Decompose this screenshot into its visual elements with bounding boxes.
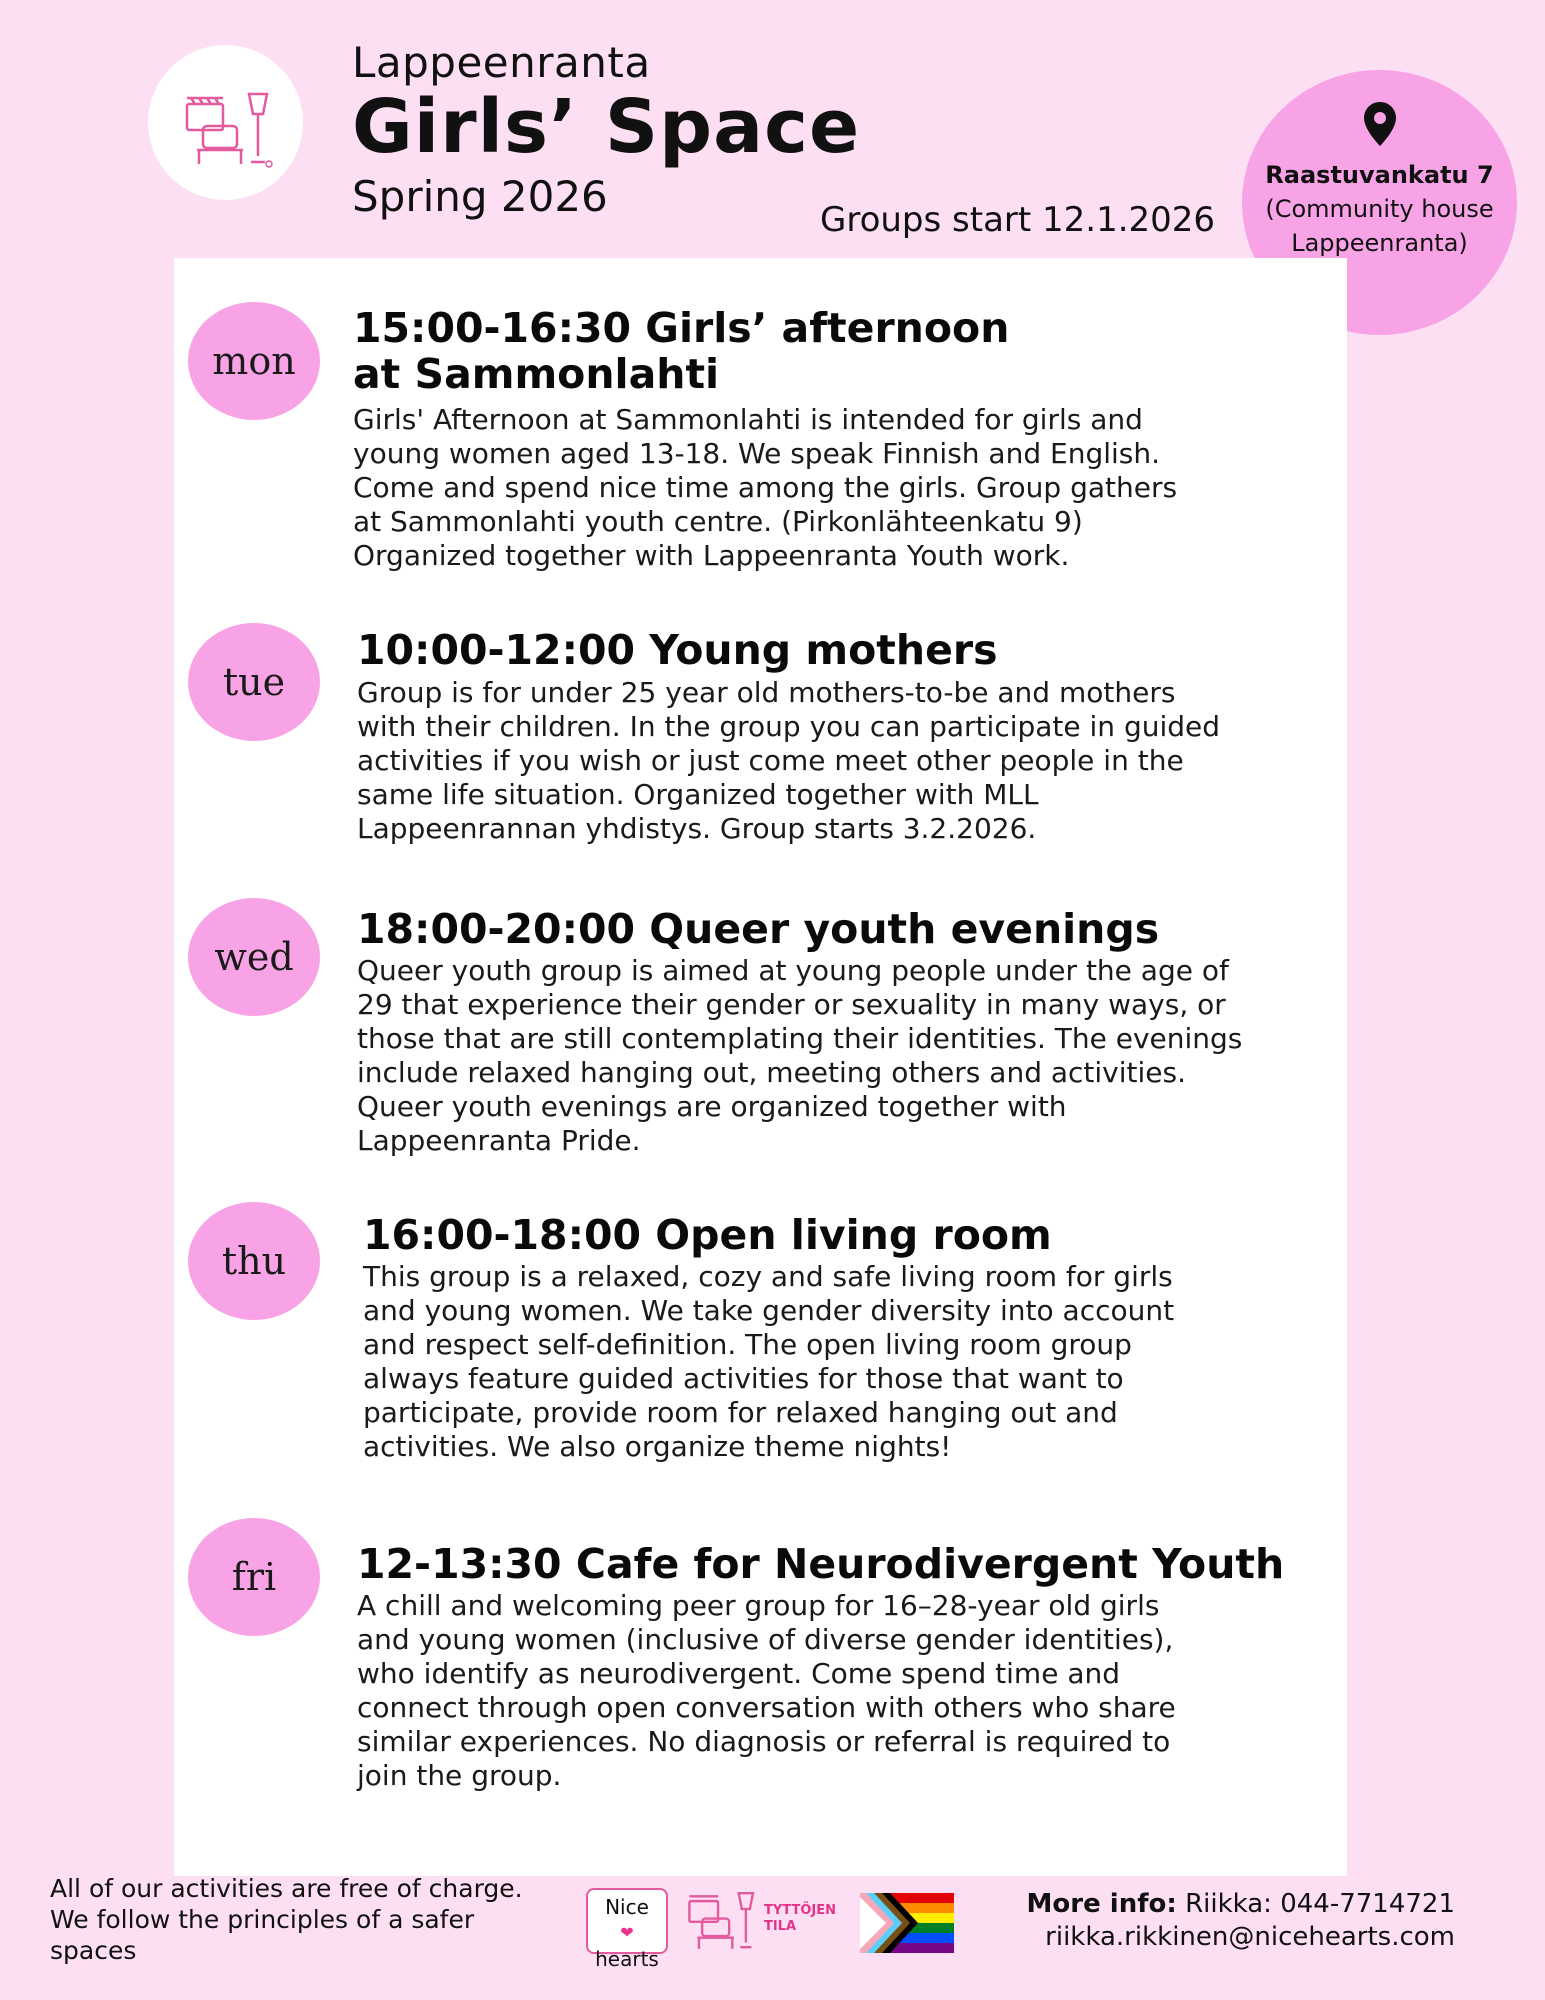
footer-notice-line: All of our activities are free of charge. — [50, 1874, 523, 1903]
day-badge-thu: thu — [188, 1202, 320, 1320]
event-title-mon — [353, 305, 1009, 397]
event-title-tue — [357, 627, 998, 673]
description-line: those that are still contemplating their identities. The evenings — [357, 1022, 1243, 1055]
tyttojen-tila-line: TYTTÖJEN — [764, 1903, 836, 1918]
description-line: include relaxed hanging out, meeting others and activities. — [357, 1056, 1186, 1089]
description-line: and young women (inclusive of diverse gender identities), — [357, 1623, 1174, 1656]
description-line: and young women. We take gender diversity into account — [363, 1294, 1175, 1327]
event-title-line: 16:00-18:00 Open living room — [363, 1211, 1052, 1259]
nicehearts-logo-text: hearts — [595, 1947, 659, 1971]
footer-notice-line: spaces — [50, 1936, 137, 1965]
description-line: with their children. In the group you can participate in guided — [357, 710, 1221, 743]
description-line: Girls' Afternoon at Sammonlahti is intended for girls and — [353, 403, 1143, 436]
event-description-tue — [357, 676, 1357, 846]
description-line: Organized together with Lappeenranta Youth work. — [353, 539, 1070, 572]
footer-notice — [50, 1873, 590, 1966]
description-line: Queer youth evenings are organized together with — [357, 1090, 1067, 1123]
description-line: A chill and welcoming peer group for 16–28-year old girls — [357, 1589, 1160, 1622]
header-season: Spring 2026 — [352, 172, 608, 221]
event-title-line: at Sammonlahti — [353, 350, 720, 398]
tyttojen-tila-logo-icon — [686, 1890, 758, 1952]
heart-icon: ❤ — [620, 1923, 634, 1942]
event-description-mon — [353, 403, 1353, 573]
address-line-2: (Community house — [1265, 195, 1494, 223]
girls-space-logo — [148, 45, 303, 200]
event-title-fri — [357, 1541, 1284, 1587]
description-line: join the group. — [357, 1759, 562, 1792]
description-line: who identify as neurodivergent. Come spend time and — [357, 1657, 1121, 1690]
page-title: Girls’ Space — [352, 84, 861, 170]
description-line: Lappeenrannan yhdistys. Group starts 3.2.2026. — [357, 812, 1037, 845]
nicehearts-logo-text: Nice — [605, 1895, 649, 1919]
description-line: participate, provide room for relaxed hanging out and — [363, 1396, 1118, 1429]
description-line: Queer youth group is aimed at young people under the age of — [357, 954, 1229, 987]
description-line: activities if you wish or just come meet other people in the — [357, 744, 1184, 777]
contact-phone: Riikka: 044-7714721 — [1185, 1889, 1455, 1919]
day-badge-tue: tue — [188, 623, 320, 741]
tyttojen-tila-line: TILA — [764, 1919, 797, 1934]
location-pin-icon — [1361, 100, 1399, 148]
footer-notice-line: We follow the principles of a safer — [50, 1905, 475, 1934]
description-line: similar experiences. No diagnosis or referral is required to — [357, 1725, 1171, 1758]
description-line: activities. We also organize theme nights! — [363, 1430, 952, 1463]
contact-email: riikka.rikkinen@nicehearts.com — [1045, 1922, 1455, 1952]
event-description-fri — [357, 1589, 1357, 1793]
event-title-line: 15:00-16:30 Girls’ afternoon — [353, 304, 1010, 352]
event-title-thu — [363, 1212, 1052, 1258]
day-badge-wed: wed — [188, 898, 320, 1016]
event-title-line: 12-13:30 Cafe for Neurodivergent Youth — [357, 1540, 1285, 1588]
address-line-3: Lappeenranta) — [1291, 229, 1468, 257]
day-badge-fri: fri — [188, 1518, 320, 1636]
more-info-label: More info: — [1026, 1889, 1177, 1919]
nicehearts-logo — [586, 1888, 668, 1971]
description-line: connect through open conversation with others who share — [357, 1691, 1176, 1724]
description-line: Come and spend nice time among the girls. Group gathers — [353, 471, 1178, 504]
progress-pride-flag-icon — [860, 1893, 954, 1953]
header-city: Lappeenranta — [352, 38, 651, 87]
contact-info — [1027, 1888, 1455, 1954]
address-street: Raastuvankatu 7 — [1265, 161, 1494, 189]
event-title-wed — [357, 906, 1159, 952]
event-description-wed — [357, 954, 1367, 1158]
description-line: This group is a relaxed, cozy and safe living room for girls — [363, 1260, 1173, 1293]
description-line: same life situation. Organized together with MLL — [357, 778, 1039, 811]
day-badge-mon: mon — [188, 302, 320, 420]
description-line: 29 that experience their gender or sexuality in many ways, or — [357, 988, 1226, 1021]
living-room-logo-icon — [183, 90, 273, 168]
event-title-line: 10:00-12:00 Young mothers — [357, 626, 998, 674]
description-line: at Sammonlahti youth centre. (Pirkonlähteenkatu 9) — [353, 505, 1083, 538]
groups-start-date: Groups start 12.1.2026 — [820, 200, 1216, 240]
description-line: Group is for under 25 year old mothers-to-be and mothers — [357, 676, 1176, 709]
description-line: and respect self-definition. The open living room group — [363, 1328, 1132, 1361]
event-description-thu — [363, 1260, 1363, 1464]
description-line: young women aged 13-18. We speak Finnish and English. — [353, 437, 1161, 470]
event-title-line: 18:00-20:00 Queer youth evenings — [357, 905, 1160, 953]
description-line: Lappeenranta Pride. — [357, 1124, 641, 1157]
tyttojen-tila-logo-text — [764, 1903, 836, 1935]
description-line: always feature guided activities for those that want to — [363, 1362, 1124, 1395]
